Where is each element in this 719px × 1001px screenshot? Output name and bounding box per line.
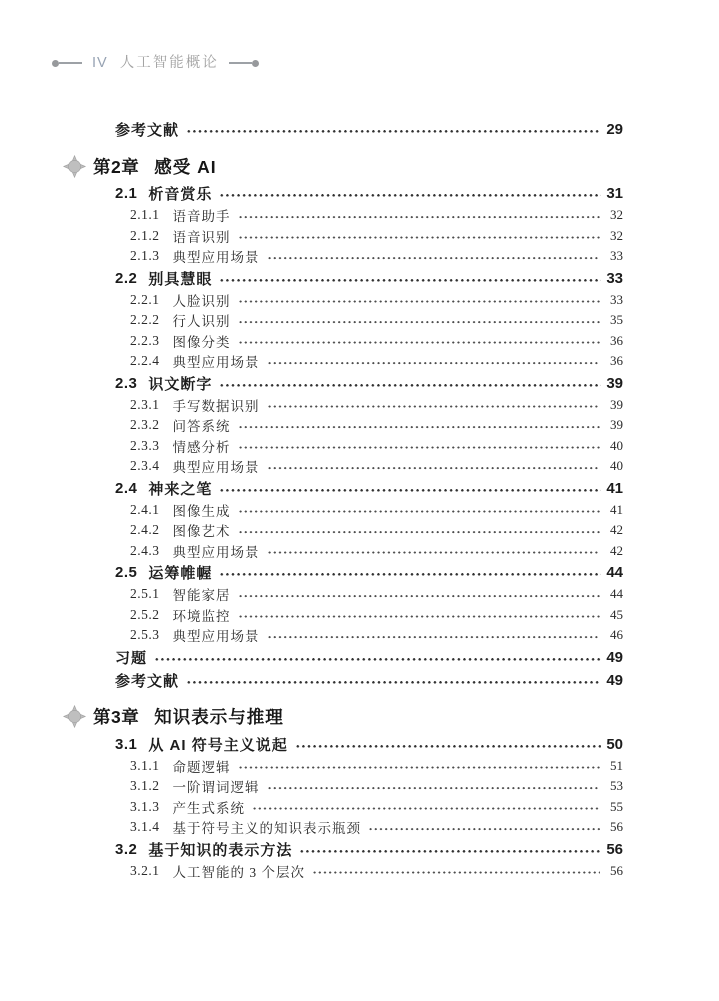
entry-title: 基于符号主义的知识表示瓶颈 [172,821,361,837]
entry-title: 运筹帷幄 [148,565,213,582]
dot-leader [238,500,601,521]
toc-entry-row [115,290,623,311]
entry-number: 2.4.2 [130,522,160,538]
entry-title: 智能家居 [172,588,231,604]
toc-entry-row [115,395,623,416]
compass-star-icon [63,155,86,178]
dot-leader [186,118,601,141]
entry-title: 典型应用场景 [172,629,260,645]
entry-title: 识文断字 [148,375,213,393]
toc-entry-row [115,182,623,205]
running-header [52,55,259,71]
entry-page-number: 35 [610,312,623,328]
entry-page-number: 55 [610,798,623,814]
dot-leader [238,520,601,541]
toc-entry-row [115,415,623,436]
entry-number: 2.3.1 [130,396,160,412]
entry-title: 参考文献 [115,672,180,690]
toc-entry-row [115,520,623,541]
entry-number: 2.2.3 [130,332,160,348]
entry-page-number: 49 [606,648,623,666]
toc-entry-row [115,861,623,882]
header-rule-left [59,62,82,64]
toc-entry-row [115,310,623,331]
toc-entry-row [115,477,623,500]
dot-leader [219,267,601,290]
entry-page-number: 36 [610,353,623,369]
entry-title: 情感分析 [172,439,231,455]
dot-leader [238,205,601,226]
entry-page-number: 56 [610,862,623,878]
dot-leader [238,226,601,247]
entry-title: 人工智能的 3 个层次 [172,864,305,880]
entry-page-number: 39 [610,396,623,412]
dot-leader [238,436,601,457]
dot-leader [238,605,601,626]
toc-chapter-row [63,152,623,180]
toc-entry-row [115,733,623,756]
entry-page-number: 51 [610,757,623,773]
toc-entry-row [115,351,623,372]
entry-number: 2.2 [115,269,138,287]
entry-number: 2.5.3 [130,627,160,643]
header-rule-right [229,62,252,64]
entry-number: 2.5.2 [130,606,160,622]
entry-number: 2.2.2 [130,312,160,328]
entry-title: 习题 [115,649,148,667]
entry-title: 神来之笔 [148,480,213,498]
entry-title: 语音助手 [172,209,231,225]
dot-leader [238,310,601,331]
toc-entry-row [115,331,623,352]
dot-leader [219,372,601,395]
entry-title: 从 AI 符号主义说起 [148,736,288,754]
entry-number: 2.1 [115,185,138,202]
entry-title: 别具慧眼 [148,270,213,288]
entry-title: 典型应用场景 [172,460,260,476]
entry-page-number: 45 [610,606,623,622]
entry-number: 2.3 [115,374,138,392]
entry-number: 2.1.3 [130,248,160,264]
entry-number: 2.3.3 [130,437,160,453]
chapter-number: 第2章 [93,156,140,177]
entry-page-number: 56 [606,840,623,858]
dot-leader [219,182,601,205]
entry-page-number: 33 [610,248,623,264]
chapter-title: 感受 AI [154,156,217,177]
entry-page-number: 36 [610,332,623,348]
entry-number: 2.4 [115,479,138,497]
page-number-roman: IV [92,55,108,71]
toc-entry-row [115,436,623,457]
entry-title: 一阶谓词逻辑 [172,780,260,796]
entry-title: 图像生成 [172,503,231,519]
entry-number: 2.4.3 [130,542,160,558]
dot-leader [238,415,601,436]
entry-title: 析音赏乐 [148,186,213,203]
dot-leader [238,756,601,777]
toc-entry-row [115,625,623,646]
toc-entry-row [115,246,623,267]
entry-number: 2.5 [115,564,138,581]
dot-leader [267,395,601,416]
dot-leader [267,541,601,562]
entry-title: 人脸识别 [172,293,231,309]
entry-page-number: 41 [610,501,623,517]
chapter-number: 第3章 [93,707,140,727]
toc-entry-row [115,669,623,692]
toc-entry-row [115,372,623,395]
compass-star-icon [63,705,86,728]
entry-page-number: 42 [610,542,623,558]
book-title: 人工智能概论 [119,55,219,71]
entry-page-number: 53 [610,778,623,794]
entry-number: 2.1.1 [130,207,160,223]
toc-entry-row [115,817,623,838]
dot-leader [238,331,601,352]
entry-page-number: 49 [606,671,623,689]
entry-page-number: 44 [610,586,623,602]
toc-entry-row [115,838,623,861]
dot-leader [186,669,601,692]
entry-page-number: 50 [606,735,623,753]
toc-entry-row [115,561,623,584]
entry-page-number: 40 [610,437,623,453]
toc-entry-row [115,797,623,818]
entry-number: 2.3.4 [130,458,160,474]
entry-number: 2.5.1 [130,586,160,602]
chapter-title: 知识表示与推理 [154,707,284,727]
entry-number: 3.1.3 [130,798,160,814]
dot-leader [267,456,601,477]
entry-number: 3.1 [115,735,138,753]
entry-page-number: 41 [606,479,623,497]
dot-leader [219,561,601,584]
dot-leader [267,625,601,646]
toc-entry-row [115,756,623,777]
entry-page-number: 32 [610,227,623,243]
entry-title: 典型应用场景 [172,250,260,266]
entry-page-number: 39 [606,374,623,392]
entry-page-number: 56 [610,819,623,835]
entry-title: 典型应用场景 [172,544,260,560]
entry-number: 2.2.4 [130,353,160,369]
dot-leader [267,351,601,372]
dot-leader [267,776,601,797]
entry-number: 3.1.2 [130,778,160,794]
entry-number: 3.2.1 [130,862,160,878]
entry-title: 图像艺术 [172,524,231,540]
toc-chapter-row [63,703,623,731]
toc-entry-row [115,541,623,562]
entry-page-number: 33 [610,291,623,307]
entry-title: 语音识别 [172,229,231,245]
toc-entry-row [115,584,623,605]
entry-page-number: 42 [610,522,623,538]
toc-entry-row [115,646,623,669]
toc-entry-row [115,118,623,141]
entry-page-number: 31 [606,185,623,202]
header-dot-right-icon [252,60,259,67]
entry-number: 2.1.2 [130,227,160,243]
entry-page-number: 32 [610,207,623,223]
dot-leader [295,733,601,756]
entry-page-number: 39 [610,417,623,433]
entry-title: 基于知识的表示方法 [148,841,293,859]
entry-title: 参考文献 [115,122,180,139]
entry-number: 3.1.1 [130,757,160,773]
entry-number: 2.3.2 [130,417,160,433]
entry-number: 2.4.1 [130,501,160,517]
toc-entry-row [115,605,623,626]
toc-entry-row [115,205,623,226]
toc-entry-row [115,267,623,290]
entry-title: 环境监控 [172,608,231,624]
entry-title: 手写数据识别 [172,398,260,414]
entry-number: 2.2.1 [130,291,160,307]
dot-leader [252,797,600,818]
entry-title: 产生式系统 [172,800,245,816]
header-dot-left-icon [52,60,59,67]
entry-page-number: 40 [610,458,623,474]
toc-entry-row [115,226,623,247]
toc-entry-row [115,456,623,477]
dot-leader [238,584,601,605]
dot-leader [299,838,601,861]
entry-number: 3.1.4 [130,819,160,835]
entry-title: 命题逻辑 [172,759,231,775]
entry-page-number: 46 [610,627,623,643]
dot-leader [219,477,601,500]
entry-page-number: 29 [606,121,623,138]
entry-title: 图像分类 [172,334,231,350]
dot-leader [368,817,600,838]
toc-entry-row [115,776,623,797]
dot-leader [312,861,600,882]
entry-title: 问答系统 [172,419,231,435]
entry-number: 3.2 [115,840,138,858]
entry-page-number: 33 [606,269,623,287]
entry-title: 行人识别 [172,314,231,330]
dot-leader [154,646,601,669]
entry-page-number: 44 [606,564,623,581]
dot-leader [267,246,601,267]
entry-title: 典型应用场景 [172,355,260,371]
dot-leader [238,290,601,311]
toc-entry-row [115,500,623,521]
